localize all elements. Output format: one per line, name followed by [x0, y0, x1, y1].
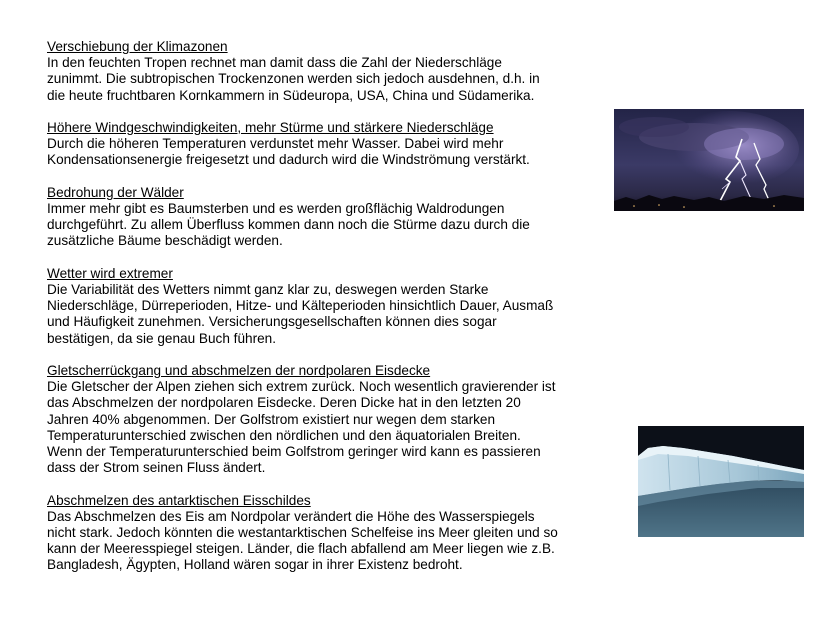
text-line: Bangladesh, Ägypten, Holland wären sogar in ihrer Existenz bedroht.	[47, 557, 463, 573]
text-line: die heute fruchtbaren Kornkammern in Südeuropa, USA, China und Südamerika.	[47, 87, 535, 103]
document-body	[47, 39, 607, 590]
section-heading: Wetter wird extremer	[47, 265, 173, 281]
text-line: und Häufigkeit zunehmen. Versicherungsgesellschaften können dies sogar	[47, 314, 497, 330]
section-eisschild	[47, 493, 607, 574]
text-line: kann der Meeresspiegel steigen. Länder, die flach abfallend am Meer liegen wie z.B.	[47, 541, 555, 557]
text-line: dass der Strom seinen Fluss ändert.	[47, 460, 266, 476]
text-line: nicht stark. Jedoch könnten die westantarktischen Schelfeise ins Meer gleiten und so	[47, 525, 558, 541]
text-line: zunimmt. Die subtropischen Trockenzonen werden sich jedoch ausdehnen, d.h. in	[47, 71, 540, 87]
section-heading: Verschiebung der Klimazonen	[47, 39, 228, 54]
section-wetter	[47, 266, 607, 347]
text-line: Kondensationsenergie freigesetzt und dadurch wird die Windströmung verstärkt.	[47, 152, 530, 168]
lightning-storm-image	[614, 109, 804, 211]
section-heading: Bedrohung der Wälder	[47, 184, 184, 200]
text-line: Wenn der Temperaturunterschied beim Golfstrom geringer wird kann es passieren	[47, 444, 541, 460]
section-gletscher	[47, 363, 607, 476]
text-line: Durch die höheren Temperaturen verdunstet mehr Wasser. Dabei wird mehr	[47, 136, 504, 152]
text-line: bestätigen, da sie genau Buch führen.	[47, 330, 276, 346]
text-line: Die Gletscher der Alpen ziehen sich extrem zurück. Noch wesentlich gravierender ist	[47, 379, 556, 395]
text-line: Das Abschmelzen des Eis am Nordpolar verändert die Höhe des Wasserspiegels	[47, 508, 535, 524]
section-heading: Gletscherrückgang und abschmelzen der nordpolaren Eisdecke	[47, 363, 431, 378]
text-line: zusätzliche Bäume beschädigt werden.	[47, 233, 283, 249]
section-heading: Höhere Windgeschwindigkeiten, mehr Stürme und stärkere Niederschläge	[47, 120, 494, 135]
text-line: Immer mehr gibt es Baumsterben und es werden großflächig Waldrodungen	[47, 201, 505, 216]
section-waelder	[47, 185, 607, 250]
text-line: Temperaturunterschied zwischen den nördlichen und den äquatorialen Breiten.	[47, 427, 521, 443]
text-line: durchgeführt. Zu allem Überfluss kommen dann noch die Stürme dazu durch die	[47, 217, 530, 233]
section-stuerme	[47, 120, 607, 169]
text-line: In den feuchten Tropen rechnet man damit dass die Zahl der Niederschläge	[47, 55, 502, 71]
text-line: das Abschmelzen der nordpolaren Eisdecke. Deren Dicke hat in den letzten 20	[47, 395, 521, 411]
section-heading: Abschmelzen des antarktischen Eisschildes	[47, 492, 311, 508]
text-line: Jahren 40% abgenommen. Der Golfstrom existiert nur wegen dem starken	[47, 411, 496, 427]
glacier-image	[638, 426, 804, 537]
text-line: Niederschläge, Dürreperioden, Hitze- und Kälteperioden hinsichtlich Dauer, Ausmaß	[47, 298, 554, 314]
text-line: Die Variabilität des Wetters nimmt ganz klar zu, deswegen werden Starke	[47, 282, 489, 297]
section-klimazonen	[47, 39, 607, 104]
